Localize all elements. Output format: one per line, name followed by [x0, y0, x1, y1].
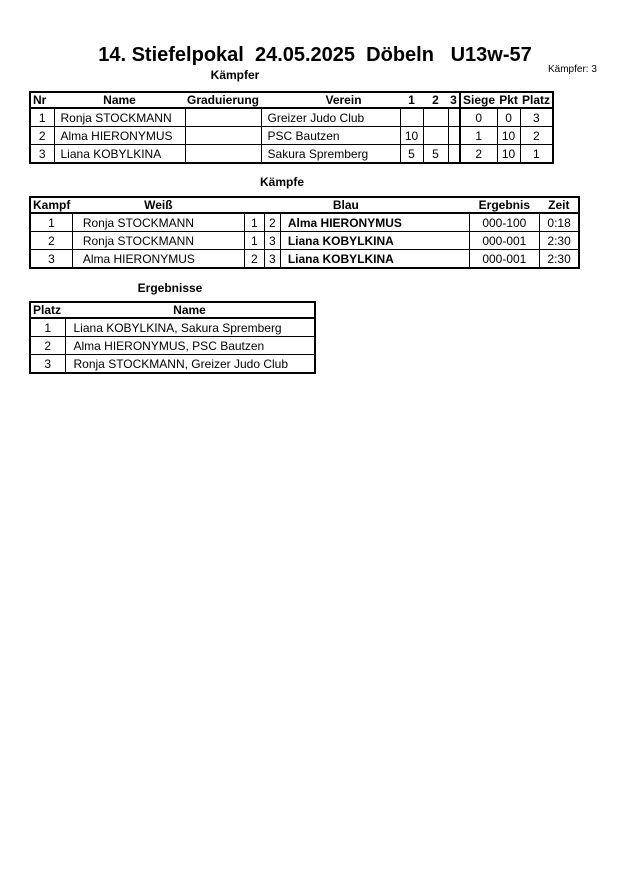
weiss-name-cell: Alma HIERONYMUS	[72, 250, 244, 269]
platz-cell: 1	[30, 318, 65, 337]
ergebnis-cell: 000-001	[469, 232, 539, 250]
round3-cell	[448, 145, 460, 164]
weiss-nr-cell: 1	[244, 213, 264, 232]
verein-cell: Sakura Spremberg	[261, 145, 400, 164]
pkt-cell: 0	[497, 108, 520, 127]
col-header-blau: Blau	[280, 197, 469, 213]
col-header-verein: Verein	[261, 92, 400, 108]
platz-cell: 1	[520, 145, 553, 164]
blau-name-cell: Liana KOBYLKINA	[280, 232, 469, 250]
blau-name-cell: Liana KOBYLKINA	[280, 250, 469, 269]
col-header-graduierung: Graduierung	[187, 93, 260, 107]
col-header-name: Name	[54, 92, 185, 108]
ergebnis-cell: 000-001	[469, 250, 539, 269]
weiss-name-cell: Ronja STOCKMANN	[72, 213, 244, 232]
ergebnis-row	[30, 337, 315, 355]
blau-nr-cell: 2	[264, 213, 280, 232]
graduierung-cell	[185, 145, 261, 164]
blau-nr-cell: 3	[264, 232, 280, 250]
platz-cell: 3	[520, 108, 553, 127]
fighter-nr-cell: 1	[30, 108, 54, 127]
col-header-round-2: 2	[423, 92, 448, 108]
ergebnis-cell: 000-100	[469, 213, 539, 232]
col-header-weiss: Weiß	[72, 197, 244, 213]
section-heading-kaempfer: Kämpfer	[210, 68, 260, 82]
col-header-zeit: Zeit	[539, 197, 579, 213]
fighter-name-cell: Ronja STOCKMANN	[54, 108, 185, 127]
kaempfe-header-row	[30, 197, 579, 213]
ergebnisse-table	[29, 301, 316, 374]
round1-cell: 10	[400, 127, 423, 145]
weiss-name-cell: Ronja STOCKMANN	[72, 232, 244, 250]
zeit-cell: 2:30	[539, 250, 579, 269]
verein-cell: PSC Bautzen	[261, 127, 400, 145]
kampf-nr-cell: 2	[30, 232, 72, 250]
col-header-name: Name	[65, 302, 315, 318]
blau-nr-cell: 3	[264, 250, 280, 269]
page-title: 14. Stiefelpokal 24.05.2025 Döbeln U13w-57	[98, 44, 532, 66]
blau-name-cell: Alma HIERONYMUS	[280, 213, 469, 232]
col-header-weiss-nr	[244, 197, 264, 213]
col-header-nr: Nr	[30, 92, 54, 108]
col-header-round-3: 3	[448, 92, 460, 108]
col-header-blau-nr	[264, 197, 280, 213]
result-name-cell: Ronja STOCKMANN, Greizer Judo Club	[65, 355, 315, 374]
col-header-platz: Platz	[520, 92, 553, 108]
kaempfer-row	[30, 127, 553, 145]
platz-cell: 2	[30, 337, 65, 355]
siege-cell: 1	[460, 127, 497, 145]
round1-cell: 5	[400, 145, 423, 164]
round2-cell: 5	[423, 145, 448, 164]
kampf-row	[30, 250, 579, 269]
platz-cell: 3	[30, 355, 65, 374]
ergebnis-row	[30, 355, 315, 374]
kampf-nr-cell: 3	[30, 250, 72, 269]
siege-cell: 2	[460, 145, 497, 164]
ergebnisse-header-row	[30, 302, 315, 318]
result-name-cell: Alma HIERONYMUS, PSC Bautzen	[65, 337, 315, 355]
pkt-cell: 10	[497, 127, 520, 145]
round3-cell	[448, 108, 460, 127]
zeit-cell: 0:18	[539, 213, 579, 232]
round2-cell	[423, 108, 448, 127]
weiss-nr-cell: 2	[244, 250, 264, 269]
kaempfer-row	[30, 145, 553, 164]
col-header-platz: Platz	[30, 302, 65, 318]
kaempfer-table	[29, 91, 554, 164]
col-header-pkt: Pkt	[497, 92, 520, 108]
round3-cell	[448, 127, 460, 145]
col-header-ergebnis: Ergebnis	[469, 197, 539, 213]
fighter-count: Kämpfer: 3	[548, 64, 597, 75]
kampf-row	[30, 213, 579, 232]
kaempfe-table	[29, 196, 580, 269]
ergebnis-row	[30, 318, 315, 337]
round1-cell	[400, 108, 423, 127]
col-header-round-1: 1	[400, 92, 423, 108]
weiss-nr-cell: 1	[244, 232, 264, 250]
round2-cell	[423, 127, 448, 145]
fighter-nr-cell: 3	[30, 145, 54, 164]
fighter-nr-cell: 2	[30, 127, 54, 145]
fighter-name-cell: Liana KOBYLKINA	[54, 145, 185, 164]
kaempfer-header-row	[30, 92, 553, 108]
result-name-cell: Liana KOBYLKINA, Sakura Spremberg	[65, 318, 315, 337]
section-heading-kaempfe: Kämpfe	[259, 175, 305, 189]
pkt-cell: 10	[497, 145, 520, 164]
graduierung-cell	[185, 127, 261, 145]
kampf-row	[30, 232, 579, 250]
verein-cell: Greizer Judo Club	[261, 108, 400, 127]
zeit-cell: 2:30	[539, 232, 579, 250]
kampf-nr-cell: 1	[30, 213, 72, 232]
siege-cell: 0	[460, 108, 497, 127]
col-header-siege: Siege	[460, 92, 497, 108]
section-heading-ergebnisse: Ergebnisse	[137, 281, 203, 295]
fighter-name-cell: Alma HIERONYMUS	[54, 127, 185, 145]
graduierung-cell	[185, 108, 261, 127]
platz-cell: 2	[520, 127, 553, 145]
kaempfer-row	[30, 108, 553, 127]
col-header-kampf: Kampf	[30, 197, 72, 213]
